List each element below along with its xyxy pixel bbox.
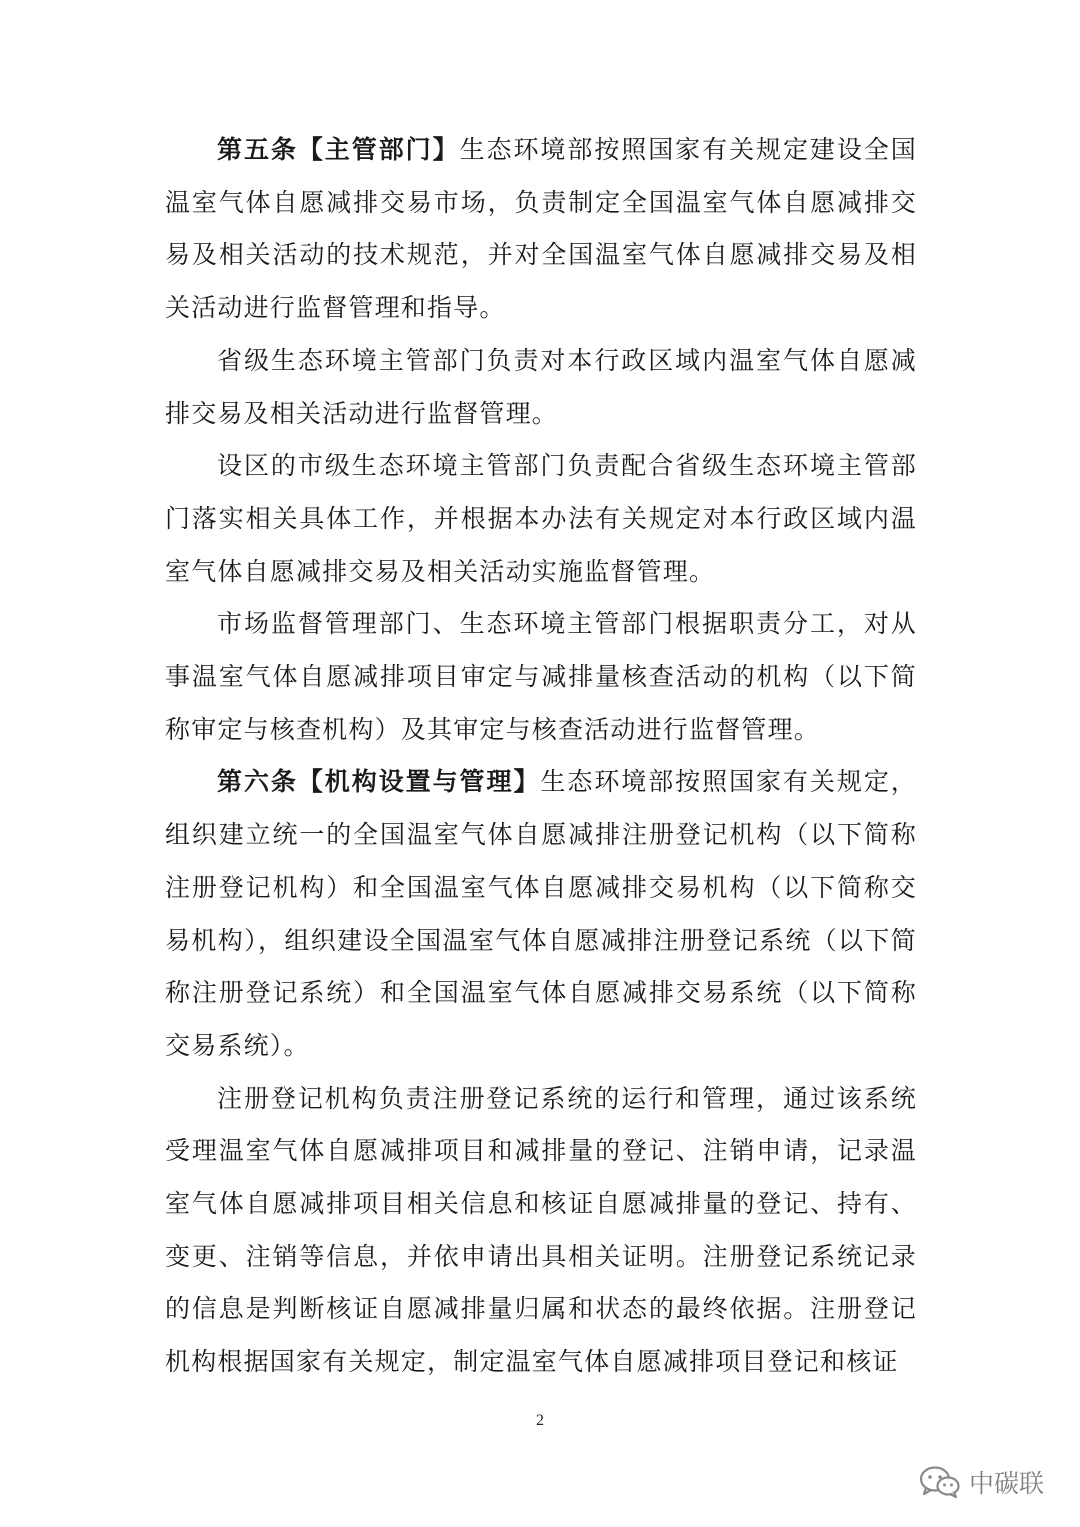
page-number: 2 [536,1412,544,1429]
article-6-heading: 第六条【机构设置与管理】 [217,767,541,797]
article-5-paragraph-1-text: 生态环境部按照国家有关规定建设全国温室气体自愿减排交易市场，负责制定全国温室气体自愿减排交易及相关活动的技术规范，并对全国温室气体自愿减排交易及相关活动进行监督管理和指导。 [165,135,917,323]
article-5-heading: 第五条【主管部门】 [217,135,460,164]
watermark-text: 中碳联 [968,1469,1044,1498]
watermark [919,1464,1044,1500]
article-6-paragraph-1-text: 生态环境部按照国家有关规定，组织建立统一的全国温室气体自愿减排注册登记机构（以下简称注册登记机构）和全国温室气体自愿减排交易机构（以下简称交易机构），组织建设全国温室气体自愿减排注册登记系统（以下简称注册登记系统）和全国温室气体自愿减排交易系统（以下简称交易系统）。 [165,767,917,1060]
article-6-paragraph-2: 注册登记机构负责注册登记系统的运行和管理，通过该系统受理温室气体自愿减排项目和减排量的登记、注销申请，记录温室气体自愿减排项目相关信息和核证自愿减排量的登记、持有、变更、注销等信息，并依申请出具相关证明。注册登记系统记录的信息是判断核证自愿减排量归属和状态的最终依据。注册登记机构根据国家有关规定，制定温室气体自愿减排项目登记和核证 [165,1083,917,1377]
article-5-paragraph-3: 设区的市级生态环境主管部门负责配合省级生态环境主管部门落实相关具体工作，并根据本办法有关规定对本行政区域内温室气体自愿减排交易及相关活动实施监督管理。 [165,451,917,586]
document-body [165,124,917,1389]
article-6-paragraph-1 [165,756,917,1072]
article-5-paragraph-4: 市场监督管理部门、生态环境主管部门根据职责分工，对从事温室气体自愿减排项目审定与减排量核查活动的机构（以下简称审定与核查机构）及其审定与核查活动进行监督管理。 [165,609,917,744]
wechat-icon [919,1465,961,1499]
article-5-paragraph-1 [165,124,917,335]
article-5-paragraph-2: 省级生态环境主管部门负责对本行政区域内温室气体自愿减排交易及相关活动进行监督管理。 [165,345,917,428]
